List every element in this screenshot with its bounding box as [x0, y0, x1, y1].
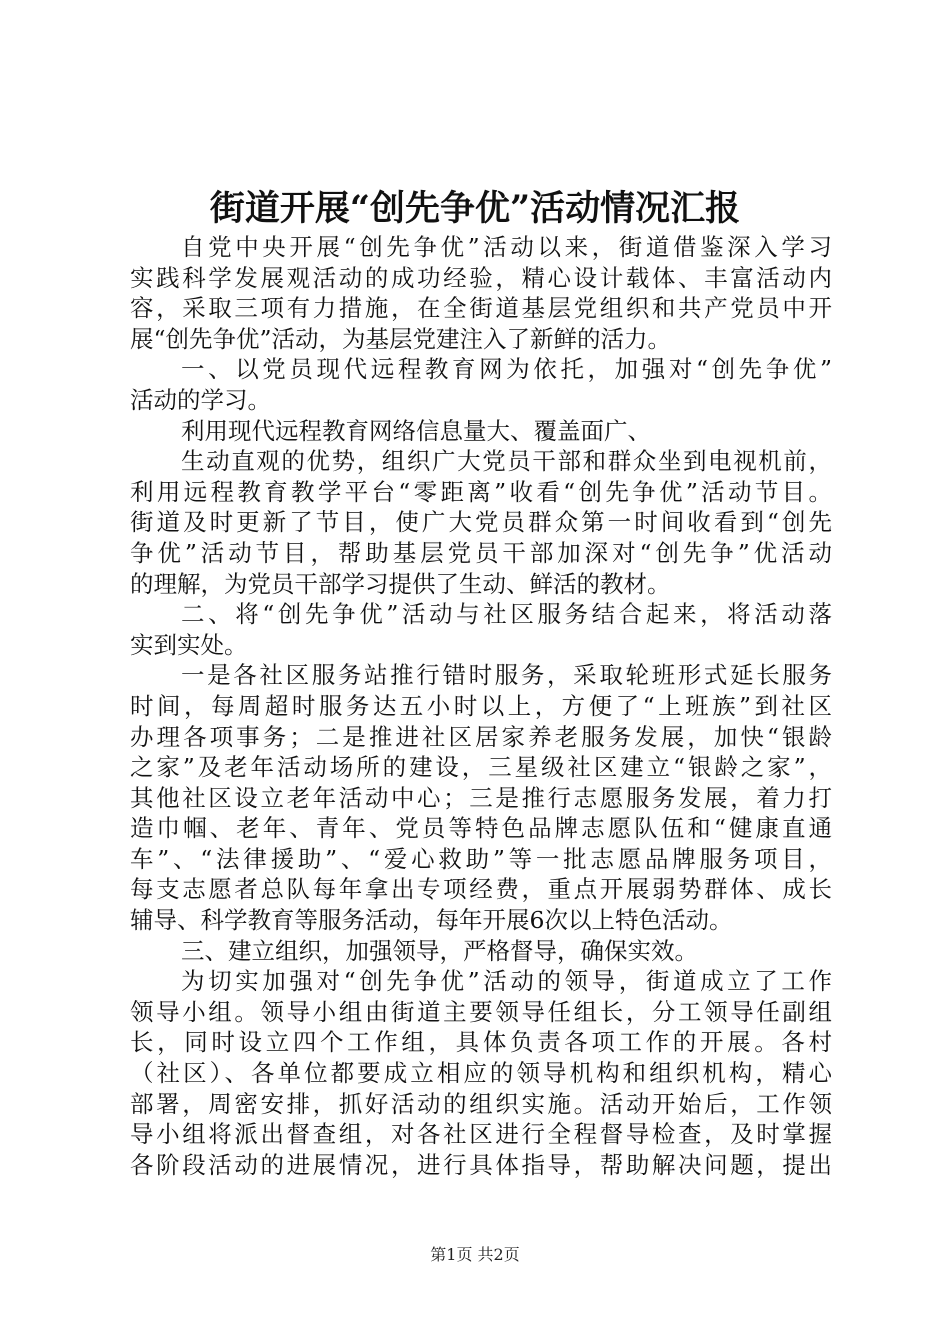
- section-heading-3: 三、建立组织，加强领导，严格督导，确保实效。: [181, 936, 698, 965]
- text-line: 车”、“法律援助”、“爱心救助”等一批志愿品牌服务项目，: [130, 844, 832, 873]
- text-line: 部署，周密安排，抓好活动的组织实施。活动开始后，工作领: [130, 1089, 832, 1118]
- text-line: 各阶段活动的进展情况，进行具体指导，帮助解决问题，提出: [130, 1150, 832, 1179]
- text-line: 生动直观的优势，组织广大党员干部和群众坐到电视机前，: [181, 447, 832, 476]
- text-line: 容，采取三项有力措施，在全街道基层党组织和共产党员中开: [130, 294, 832, 323]
- text-line: 长，同时设立四个工作组，具体负责各项工作的开展。各村: [130, 1028, 832, 1057]
- text-line: 利用远程教育教学平台“零距离”收看“创先争优”活动节目。: [130, 477, 832, 506]
- section-heading-2: 二、将“创先争优”活动与社区服务结合起来，将活动落: [181, 600, 832, 629]
- text-line: 辅导、科学教育等服务活动，每年开展6次以上特色活动。: [130, 906, 733, 935]
- text-line: 每支志愿者总队每年拿出专项经费，重点开展弱势群体、成长: [130, 875, 832, 904]
- text-line: 争优”活动节目，帮助基层党员干部加深对“创先争”优活动: [130, 538, 832, 567]
- text-line: 办理各项事务；二是推进社区居家养老服务发展，加快“银龄: [130, 722, 832, 751]
- text-line: 导小组将派出督查组，对各社区进行全程督导检查，及时掌握: [130, 1120, 832, 1149]
- text-line: 一是各社区服务站推行错时服务，采取轮班形式延长服务: [181, 661, 832, 690]
- document-title: 街道开展“创先争优”活动情况汇报: [209, 188, 741, 229]
- text-line: 之家”及老年活动场所的建设，三星级社区建立“银龄之家”，: [130, 753, 832, 782]
- text-line: 活动的学习。: [130, 385, 271, 414]
- text-line: 实到实处。: [130, 630, 248, 659]
- text-line: 造巾帼、老年、青年、党员等特色品牌志愿队伍和“健康直通: [130, 814, 832, 843]
- text-line: （社区）、各单位都要成立相应的领导机构和组织机构，精心: [130, 1059, 832, 1088]
- text-line: 街道及时更新了节目，使广大党员群众第一时间收看到“创先: [130, 508, 832, 537]
- text-line: 其他社区设立老年活动中心；三是推行志愿服务发展，着力打: [130, 783, 832, 812]
- text-line: 为切实加强对“创先争优”活动的领导，街道成立了工作: [181, 967, 832, 996]
- text-line: 利用现代远程教育网络信息量大、覆盖面广、: [181, 416, 651, 445]
- text-line: 领导小组。领导小组由街道主要领导任组长，分工领导任副组: [130, 997, 832, 1026]
- section-heading-1: 一、以党员现代远程教育网为依托，加强对“创先争优”: [181, 355, 832, 384]
- page-footer: 第1页 共2页: [430, 1245, 520, 1264]
- text-line: 自党中央开展“创先争优”活动以来，街道借鉴深入学习: [181, 233, 832, 261]
- text-line: 展“创先争优”活动，为基层党建注入了新鲜的活力。: [130, 324, 672, 353]
- text-line: 的理解，为党员干部学习提供了生动、鲜活的教材。: [130, 569, 671, 598]
- text-line: 实践科学发展观活动的成功经验，精心设计载体、丰富活动内: [130, 263, 832, 292]
- document-body: [130, 232, 832, 1180]
- text-line: 时间，每周超时服务达五小时以上，方便了“上班族”到社区: [130, 691, 832, 720]
